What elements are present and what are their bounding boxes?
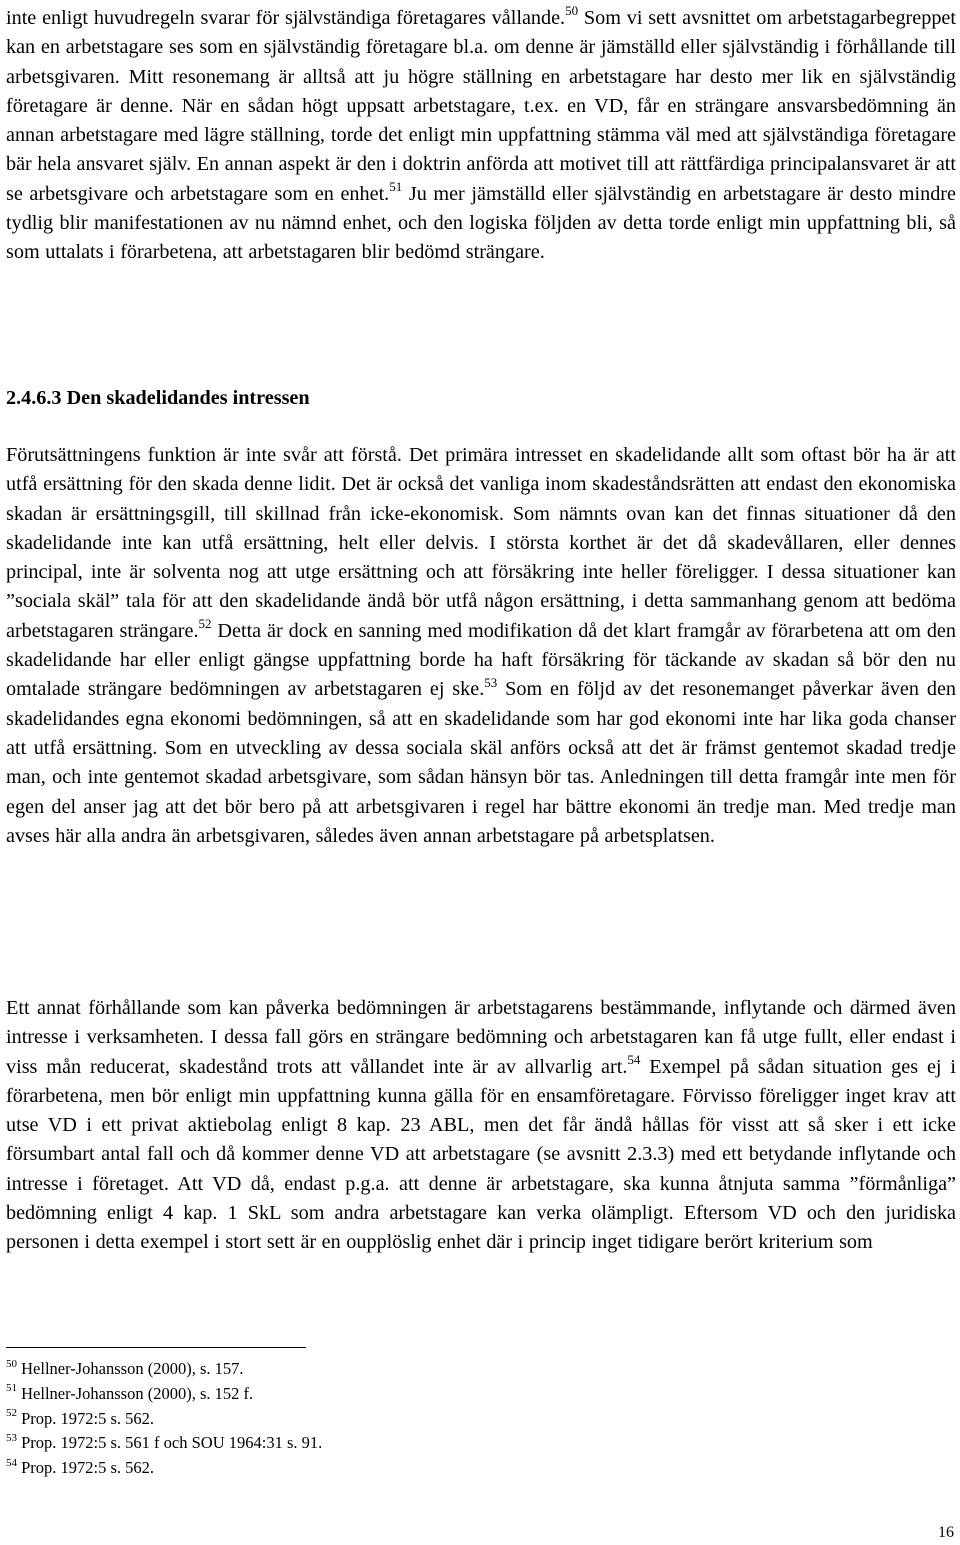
footnote-number: 51 [6, 1382, 17, 1395]
body-paragraph [6, 441, 956, 851]
footnote-separator [6, 1347, 306, 1348]
footnote-text: Prop. 1972:5 s. 561 f och SOU 1964:31 s. 91. [21, 1433, 323, 1453]
footnote [6, 1456, 706, 1481]
section-heading: 2.4.6.3 Den skadelidandes intressen [6, 387, 310, 409]
footnote-reference[interactable]: 51 [389, 179, 403, 195]
footnote-reference[interactable]: 50 [565, 3, 579, 19]
footnote [6, 1357, 706, 1382]
paragraph-text: Som vi sett avsnittet om arbetstagarbegreppet kan en arbetstagare ses som en självständig företagare bl.a. om denne är jämställd eller självständig i förhållande till arbetsgivaren. Mitt resonemang är alltså att ju högre ställning en arbetstagare har desto mer lik en självständig företagare är denne. När en sådan högt uppsatt arbetstagare, t.ex. en VD, får en strängare ansvarsbedömning än annan arbetstagare med lägre ställning, torde det enligt min uppfattning stämma väl med att självständiga företagare bär hela ansvaret själv. En annan aspekt är den i doktrin anförda att motivet till att rättfärdiga principalansvaret är att se arbetsgivare och arbetstagare som en enhet. [6, 7, 957, 205]
footnote-text: Prop. 1972:5 s. 562. [21, 1408, 155, 1428]
paragraph-text: Som en följd av det resonemanget påverkar även den skadelidandes egna ekonomi bedömningen, så att en skadelidande som har god ekonomi inte har lika goda chanser att utfå ersättning. Som en utveckling av dessa sociala skäl anförs också att det är främst gentemot skadad tredje man, och inte gentemot skadad arbetsgivare, som sådan hänsyn bör tas. Anledningen till detta framgår inte men för egen del anser jag att det bör bero på att arbetsgivaren i regel har bättre ekonomi än tredje man. Med tredje man avses här alla andra än arbetsgivaren, således även annan arbetstagare på arbetsplatsen. [6, 678, 956, 847]
paragraph-text: Ett annat förhållande som kan påverka bedömningen är arbetstagarens bestämmande, inflytande och därmed även intresse i verksamheten. I dessa fall görs en strängare bedömning och arbetstagaren kan få utge fullt, eller endast i viss mån reducerat, skadestånd trots att vållandet inte är av allvarlig art. [6, 997, 956, 1078]
footnote [6, 1431, 706, 1456]
footnote [6, 1407, 706, 1432]
page-number: 16 [938, 1524, 954, 1541]
footnote-text: Hellner-Johansson (2000), s. 152 f. [21, 1383, 254, 1403]
footnote [6, 1382, 706, 1407]
footnote-number: 54 [6, 1456, 17, 1469]
paragraph-text: inte enligt huvudregeln svarar för självständiga företagares vållande. [6, 7, 566, 29]
paragraph-text: Ju mer jämställd eller självständig en arbetstagare är desto mindre tydlig blir manifestationen av nu nämnd enhet, och den logiska följden av detta torde enligt min uppfattning bli, så som uttalats i förarbetena, att arbetstagaren blir bedömd strängare. [6, 182, 956, 264]
footnote-reference[interactable]: 54 [627, 1051, 641, 1067]
paragraph-text: Exempel på sådan situation ges ej i förarbetena, men bör enligt min uppfattning kunna gälla för en ensamföretagare. Förvisso föreligger inget krav att utse VD i ett privat aktiebolag enligt 8 kap. 23 ABL, men det får ändå hållas för visst att så sker i ett icke försumbart antal fall och då kommer denne VD att arbetstagare (se avsnitt 2.3.3) med ett betydande inflytande och intresse i företaget. Att VD då, endast p.g.a. att denne är arbetstagare, ska kunna åtnjuta samma ”förmånliga” bedömning enligt 4 kap. 1 SkL som andra arbetstagare kan verka olämpligt. Eftersom VD och den juridiska personen i detta exempel i stort sett är en oupplöslig enhet där i princip inget tidigare berört kriterium som [6, 1055, 957, 1254]
footnote-reference[interactable]: 52 [198, 616, 212, 632]
footnote-text: Hellner-Johansson (2000), s. 157. [21, 1359, 244, 1378]
footnotes [6, 1357, 706, 1481]
body-paragraph [6, 4, 956, 268]
paragraph-text: Förutsättningens funktion är inte svår att förstå. Det primära intresset en skadelidande allt som oftast bör ha är att utfå ersättning för den skada denne lidit. Det är också det vanliga inom skadeståndsrätten att endast den ekonomiska skadan är ersättningsgill, till skillnad från icke-ekonomisk. Som nämnts ovan kan det finnas situationer då den skadelidande inte kan utfå ersättning, helt eller delvis. I största korthet är det då skadevållaren, eller dennes principal, inte är solventa nog att utge ersättning och att försäkring inte heller föreligger. I dessa situationer kan ”sociala skäl” tala för att den skadelidande ändå bör utfå någon ersättning, i detta sammanhang genom att bedöma arbetstagaren strängare. [6, 444, 956, 642]
body-paragraph [6, 994, 956, 1258]
footnote-number: 50 [6, 1357, 17, 1370]
footnote-text: Prop. 1972:5 s. 562. [21, 1458, 155, 1478]
footnote-number: 53 [6, 1431, 17, 1444]
footnote-number: 52 [6, 1407, 17, 1420]
paragraph-text: Detta är dock en sanning med modifikation då det klart framgår av förarbetena att om den skadelidande har eller enligt gängse uppfattning borde ha haft försäkring för täckande av skadan så bör den nu omtalade strängare bedömningen av arbetstagaren ej ske. [6, 619, 956, 701]
footnote-reference[interactable]: 53 [484, 674, 498, 690]
